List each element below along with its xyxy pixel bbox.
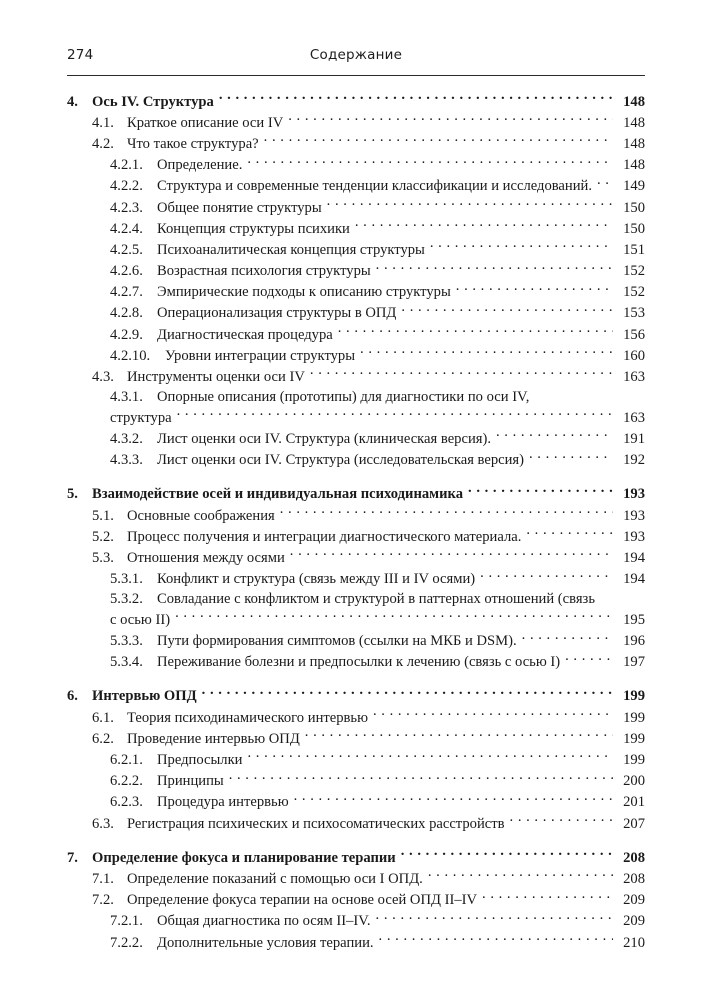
- toc-entry[interactable]: [67, 911, 645, 932]
- toc-entry-number: 4.2.: [92, 135, 114, 152]
- toc-page-number: 196: [623, 633, 645, 650]
- toc-entry-label: Дополнительные условия терапии.: [157, 934, 374, 951]
- toc-leader-dots: [376, 261, 613, 276]
- toc-page-number: 152: [623, 284, 645, 301]
- toc-page-number: 207: [623, 815, 645, 832]
- toc-entry-number: 6.3.: [92, 815, 114, 832]
- toc-entry-number: 4.2.2.: [110, 178, 143, 195]
- toc-entry-number: 4.2.6.: [110, 263, 143, 280]
- toc-leader-dots: [401, 303, 613, 318]
- toc-page-number: 163: [623, 369, 645, 386]
- toc-entry-number: 5.3.4.: [110, 654, 143, 671]
- toc-leader-dots: [305, 728, 613, 743]
- toc-entry-label: Регистрация психических и психосоматических расстройств: [127, 815, 505, 832]
- toc-page-number: 156: [623, 326, 645, 343]
- toc-entry-label: Процесс получения и интеграции диагностического материала.: [127, 528, 522, 545]
- toc-page-number: 209: [623, 913, 645, 930]
- toc-page-number: 209: [623, 892, 645, 909]
- toc-entry[interactable]: [67, 813, 645, 834]
- toc-entry-number: 4.2.7.: [110, 284, 143, 301]
- toc-entry-label: Опорные описания (прототипы) для диагностики по оси IV,: [157, 388, 530, 405]
- toc-leader-dots: [496, 428, 613, 443]
- toc-leader-dots: [247, 155, 613, 170]
- toc-entry[interactable]: [67, 505, 645, 526]
- toc-page-number: 191: [623, 431, 645, 447]
- toc-entry[interactable]: [67, 197, 645, 218]
- toc-page-number: 208: [623, 870, 645, 887]
- toc-entry-label: Определение фокуса и планирование терапии: [92, 849, 396, 866]
- toc-entry[interactable]: [67, 631, 645, 652]
- toc-entry[interactable]: [67, 261, 645, 282]
- toc-entry-label: Конфликт и структура (связь между III и IV осями): [157, 571, 476, 588]
- toc-leader-dots: [219, 91, 613, 106]
- toc-entry-line-1: [110, 388, 645, 408]
- toc-page-number: 193: [623, 507, 645, 524]
- toc-entry[interactable]: [67, 133, 645, 154]
- toc-entry-number: 4.2.5.: [110, 241, 143, 258]
- toc-entry-label: Концепция структуры психики: [157, 220, 350, 237]
- toc-entry[interactable]: [67, 707, 645, 728]
- toc-entry[interactable]: [67, 847, 645, 868]
- toc-page-number: 199: [623, 730, 645, 747]
- toc-leader-dots: [327, 197, 613, 212]
- toc-entry-number: 4.2.9.: [110, 326, 143, 343]
- toc-entry-label: Общая диагностика по осям II–IV.: [157, 913, 371, 930]
- toc-entry-label: Теория психодинамического интервью: [127, 709, 368, 726]
- toc-entry-number: 5.: [67, 486, 78, 503]
- toc-entry[interactable]: [67, 484, 645, 505]
- toc-page-number: 150: [623, 220, 645, 237]
- toc-entry[interactable]: [67, 366, 645, 387]
- toc-page-number: 192: [623, 452, 645, 469]
- toc-entry[interactable]: [67, 652, 645, 673]
- toc-entry-label: Процедура интервью: [157, 794, 289, 811]
- toc-leader-dots: [379, 932, 613, 947]
- toc-entry-number: 5.3.: [92, 549, 114, 566]
- toc-entry-label: Общее понятие структуры: [157, 199, 322, 216]
- toc-entry[interactable]: [67, 155, 645, 176]
- toc-entry-label: Основные соображения: [127, 507, 275, 524]
- toc-leader-dots: [529, 450, 613, 465]
- toc-entry[interactable]: [67, 932, 645, 953]
- toc-entry[interactable]: [67, 547, 645, 568]
- toc-entry-label: Отношения между осями: [127, 549, 285, 566]
- toc-page-number: 194: [623, 549, 645, 566]
- toc-entry-label: Что такое структура?: [127, 135, 259, 152]
- toc-leader-dots: [247, 749, 613, 764]
- toc-leader-dots: [355, 218, 613, 233]
- toc-page-number: 193: [623, 486, 645, 503]
- toc-entry-number: 6.2.1.: [110, 752, 143, 769]
- toc-page-number: 150: [623, 199, 645, 216]
- toc-page-number: 148: [623, 157, 645, 174]
- toc-entry-label: Структура и современные тенденции классификации и исследований.: [157, 178, 592, 195]
- toc-entry-label: Предпосылки: [157, 752, 243, 769]
- toc-entry-label: Возрастная психология структуры: [157, 263, 371, 280]
- toc-entry-label: Эмпирические подходы к описанию структуры: [157, 284, 451, 301]
- toc-entry[interactable]: [67, 91, 645, 112]
- toc-entry-line-2: [110, 407, 645, 428]
- toc-entry-label-continued: структура: [110, 409, 172, 426]
- toc-leader-dots: [480, 569, 613, 584]
- toc-leader-dots: [565, 652, 613, 667]
- toc-entry[interactable]: [67, 112, 645, 133]
- toc-entry[interactable]: [67, 771, 645, 792]
- toc-page-number: 153: [623, 305, 645, 322]
- toc-entry-number: 5.3.2.: [110, 590, 143, 607]
- toc-leader-dots: [280, 505, 613, 520]
- toc-entry[interactable]: [67, 388, 645, 429]
- toc-entry[interactable]: [67, 749, 645, 770]
- toc-entry-number: 6.2.: [92, 730, 114, 747]
- toc-entry[interactable]: [67, 590, 645, 631]
- toc-entry-label: Операционализация структуры в ОПД: [157, 305, 397, 322]
- toc-entry-line-1: [110, 590, 645, 610]
- toc-entry-number: 4.3.: [92, 369, 114, 386]
- toc-leader-dots: [175, 609, 613, 624]
- toc-entry-label: Определение фокуса терапии на основе осей ОПД II–IV: [127, 892, 478, 909]
- toc-entry-number: 7.1.: [92, 870, 114, 887]
- toc-leader-dots: [294, 792, 613, 807]
- toc-page-number: 149: [623, 178, 645, 195]
- toc-leader-dots: [373, 707, 613, 722]
- toc-page-number: 195: [623, 611, 645, 628]
- toc-entry-label: Лист оценки оси IV. Структура (исследовательская версия): [157, 452, 524, 469]
- toc-entry-label: Диагностическая процедура: [157, 326, 333, 343]
- toc-entry-label: Переживание болезни и предпосылки к лечению (связь с осью I): [157, 654, 561, 671]
- toc-entry[interactable]: [67, 890, 645, 911]
- toc-leader-dots: [597, 176, 613, 191]
- toc-entry-number: 4.2.3.: [110, 199, 143, 216]
- toc-entry[interactable]: [67, 792, 645, 813]
- toc-entry-number: 4.3.2.: [110, 431, 143, 447]
- toc-entry-label: Определение.: [157, 157, 243, 174]
- toc-page-number: 148: [623, 135, 645, 152]
- running-head-title: Содержание: [309, 47, 403, 63]
- toc-entry-label: Интервью ОПД: [92, 688, 197, 705]
- toc-entry[interactable]: [67, 345, 645, 366]
- toc-leader-dots: [456, 282, 613, 297]
- toc-entry[interactable]: [67, 686, 645, 707]
- toc-entry-number: 4.: [67, 93, 78, 110]
- toc-entry[interactable]: [67, 303, 645, 324]
- toc-page-number: 200: [623, 773, 645, 790]
- toc-leader-dots: [428, 868, 613, 883]
- toc-entry-label: Уровни интеграции структуры: [165, 347, 356, 364]
- toc-entry[interactable]: [67, 450, 645, 471]
- toc-entry[interactable]: [67, 218, 645, 239]
- toc-leader-dots: [338, 324, 613, 339]
- toc-entry[interactable]: [67, 239, 645, 260]
- toc-leader-dots: [482, 890, 613, 905]
- toc-entry-number: 4.3.1.: [110, 388, 143, 405]
- toc-entry[interactable]: [67, 324, 645, 345]
- toc-leader-dots: [290, 547, 613, 562]
- toc-entry-number: 6.2.2.: [110, 773, 143, 790]
- toc-page-number: 199: [623, 752, 645, 769]
- toc-page-number: 199: [623, 688, 645, 705]
- toc-entry-label: Краткое описание оси IV: [127, 114, 284, 131]
- toc-entry[interactable]: [67, 728, 645, 749]
- toc-page-number: 163: [623, 409, 645, 426]
- toc-leader-dots: [288, 112, 613, 127]
- toc-page-number: 210: [623, 934, 645, 951]
- toc-leader-dots: [376, 911, 613, 926]
- toc-entry-label: Инструменты оценки оси IV: [127, 369, 305, 386]
- toc-leader-dots: [264, 133, 613, 148]
- toc-page-number: 197: [623, 654, 645, 671]
- toc-entry-label: Определение показаний с помощью оси I ОПД.: [127, 870, 423, 887]
- toc-entry-number: 7.2.2.: [110, 934, 143, 951]
- toc-entry-number: 5.3.1.: [110, 571, 143, 588]
- toc-entry-number: 4.1.: [92, 114, 114, 131]
- toc-page-number: 160: [623, 347, 645, 364]
- toc-entry[interactable]: [67, 526, 645, 547]
- page-folio: 274: [67, 47, 94, 63]
- toc-entry-number: 6.2.3.: [110, 794, 143, 811]
- toc-entry-label: Проведение интервью ОПД: [127, 730, 300, 747]
- toc-page-number: 148: [623, 93, 645, 110]
- toc-entry-label: Ось IV. Структура: [92, 93, 214, 110]
- toc-entry-label: Лист оценки оси IV. Структура (клиническая версия).: [157, 431, 491, 447]
- toc-leader-dots: [526, 526, 613, 541]
- toc-leader-dots: [510, 813, 613, 828]
- toc-entry-number: 4.2.1.: [110, 157, 143, 174]
- toc-page-number: 148: [623, 114, 645, 131]
- toc-entry[interactable]: [67, 176, 645, 197]
- toc-leader-dots: [468, 484, 613, 499]
- toc-entry-label: Психоаналитическая концепция структуры: [157, 241, 425, 258]
- toc-leader-dots: [522, 631, 613, 646]
- toc-entry-label: Принципы: [157, 773, 224, 790]
- toc-entry-number: 4.2.10.: [110, 347, 151, 364]
- toc-entry-label-continued: с осью II): [110, 611, 171, 628]
- toc-page-number: 152: [623, 263, 645, 280]
- toc-entry-number: 6.1.: [92, 709, 114, 726]
- toc-entry-label: Совладание с конфликтом и структурой в паттернах отношений (связь: [157, 590, 595, 607]
- toc-leader-dots: [430, 239, 613, 254]
- toc-leader-dots: [229, 771, 613, 786]
- table-of-contents: [67, 91, 645, 953]
- toc-leader-dots: [177, 407, 613, 422]
- toc-entry-number: 6.: [67, 688, 78, 705]
- toc-entry-number: 5.1.: [92, 507, 114, 524]
- toc-page-number: 193: [623, 528, 645, 545]
- running-head: [67, 47, 645, 67]
- toc-entry[interactable]: [67, 428, 645, 449]
- toc-leader-dots: [401, 847, 613, 862]
- toc-entry[interactable]: [67, 282, 645, 303]
- toc-entry-number: 5.2.: [92, 528, 114, 545]
- toc-entry-label: Взаимодействие осей и индивидуальная психодинамика: [92, 486, 464, 503]
- toc-leader-dots: [202, 686, 613, 701]
- toc-leader-dots: [310, 366, 613, 381]
- toc-entry-label: Пути формирования симптомов (ссылки на МКБ и DSM).: [157, 633, 517, 650]
- toc-page-number: 194: [623, 571, 645, 588]
- toc-entry-number: 7.2.1.: [110, 913, 143, 930]
- toc-entry-number: 4.2.8.: [110, 305, 143, 322]
- toc-entry-number: 7.: [67, 849, 78, 866]
- toc-entry-number: 4.2.4.: [110, 220, 143, 237]
- toc-page-number: 199: [623, 709, 645, 726]
- toc-entry-line-2: [110, 609, 645, 630]
- toc-entry[interactable]: [67, 868, 645, 889]
- toc-leader-dots: [360, 345, 613, 360]
- toc-entry-number: 5.3.3.: [110, 633, 143, 650]
- header-rule: [67, 75, 645, 76]
- toc-page-number: 208: [623, 849, 645, 866]
- toc-entry[interactable]: [67, 569, 645, 590]
- toc-page-number: 151: [623, 241, 645, 258]
- toc-entry-number: 7.2.: [92, 892, 114, 909]
- toc-page-number: 201: [623, 794, 645, 811]
- toc-entry-number: 4.3.3.: [110, 452, 143, 469]
